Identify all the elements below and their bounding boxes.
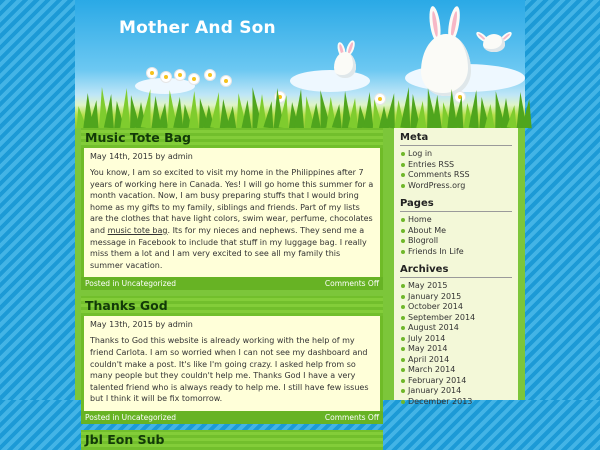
archive-link[interactable]: May 2015 [400, 281, 512, 292]
post-title-bar [81, 430, 383, 450]
post [81, 430, 383, 450]
post-comments-status: Comments Off [324, 412, 379, 422]
flower-graphic [221, 76, 231, 86]
archive-link[interactable]: February 2014 [400, 376, 512, 387]
post-meta: May 13th, 2015 by admin [90, 320, 193, 330]
archive-link[interactable]: September 2014 [400, 313, 512, 324]
flower-graphic [161, 72, 171, 82]
archives-widget [400, 262, 512, 407]
post-body [81, 316, 383, 411]
meta-widget [400, 130, 512, 191]
post-footer [81, 277, 383, 290]
post-title[interactable]: Thanks God [85, 298, 168, 314]
sidebar-link-about-me[interactable]: About Me [400, 226, 512, 237]
flower-graphic [175, 70, 185, 80]
post-title-bar [81, 128, 383, 148]
post-comments-status: Comments Off [324, 279, 379, 289]
pages-list [400, 215, 512, 257]
archives-list [400, 281, 512, 407]
flower-graphic [147, 68, 157, 78]
widget-title: Meta [400, 130, 512, 146]
post-title[interactable]: Music Tote Bag [85, 130, 191, 145]
archive-link[interactable]: July 2014 [400, 334, 512, 345]
post-text-part: You know, I am so excited to visit my home in the Philippines after 7 years of working here in Canada. Yes! I will go home this summer for a month vacation. Now, I am busy preparing stuffs that I would bring home as my gifts to my family, siblings and friends. Part of my lists are the clothes that have light colors, swim wear, perfume, chocolates and [90, 168, 374, 235]
archive-link[interactable]: October 2014 [400, 302, 512, 313]
sidebar [394, 128, 518, 406]
sidebar-link-blogroll[interactable]: Blogroll [400, 236, 512, 247]
post-link[interactable]: music tote bag [107, 225, 168, 235]
sidebar-link-home[interactable]: Home [400, 215, 512, 226]
pages-widget [400, 196, 512, 257]
post-title[interactable]: Jbl Eon Sub [85, 431, 165, 447]
page-wrapper [75, 0, 525, 447]
archive-link[interactable]: March 2014 [400, 365, 512, 376]
widget-title: Pages [400, 196, 512, 212]
post-title-bar [81, 296, 383, 316]
archive-link[interactable]: January 2015 [400, 292, 512, 303]
main-content [81, 128, 383, 447]
sidebar-link-entries-rss[interactable]: Entries RSS [400, 160, 512, 171]
site-title[interactable]: Mother And Son [119, 18, 276, 38]
post-text: Thanks to God this website is already working with the help of my friend Carlota. I am so worried when I can not see my dashboard and couldn't make a post. It's like I'm going crazy. I asked help from so many people but they couldn't help me. Thanks God I have a very talented friend who is always ready to help me. I still have few issues but I think it will be fix tomorrow. [90, 336, 369, 404]
sidebar-link-wordpress[interactable]: WordPress.org [400, 181, 512, 192]
sidebar-link-log-in[interactable]: Log in [400, 149, 512, 160]
meta-list [400, 149, 512, 191]
post-body [81, 148, 383, 277]
post-text [90, 167, 374, 271]
post-meta: May 14th, 2015 by admin [90, 152, 193, 161]
archive-link[interactable]: May 2014 [400, 344, 512, 355]
grass-blade [522, 99, 534, 129]
flower-graphic [205, 70, 215, 80]
archive-link[interactable]: April 2014 [400, 355, 512, 366]
archive-link[interactable]: August 2014 [400, 323, 512, 334]
archive-link[interactable]: January 2014 [400, 386, 512, 397]
sidebar-link-friends-in-life[interactable]: Friends In Life [400, 247, 512, 258]
post-category-link[interactable]: Posted in Uncategorized [85, 279, 177, 289]
post-text-part: . Its for my nieces and nephews. They send me a message in Facebook to include that stuff in my luggage bag. I really miss them a lot and I am very excited to see all my family this summer vacation. [90, 225, 367, 270]
sidebar-link-comments-rss[interactable]: Comments RSS [400, 170, 512, 181]
post [81, 128, 383, 290]
flower-graphic [189, 74, 199, 84]
archive-link[interactable]: December 2013 [400, 397, 512, 408]
post-category-link[interactable]: Posted in Uncategorized [85, 412, 177, 422]
post-footer [81, 411, 383, 424]
header-banner [75, 0, 525, 128]
post [81, 296, 383, 424]
widget-title: Archives [400, 262, 512, 278]
